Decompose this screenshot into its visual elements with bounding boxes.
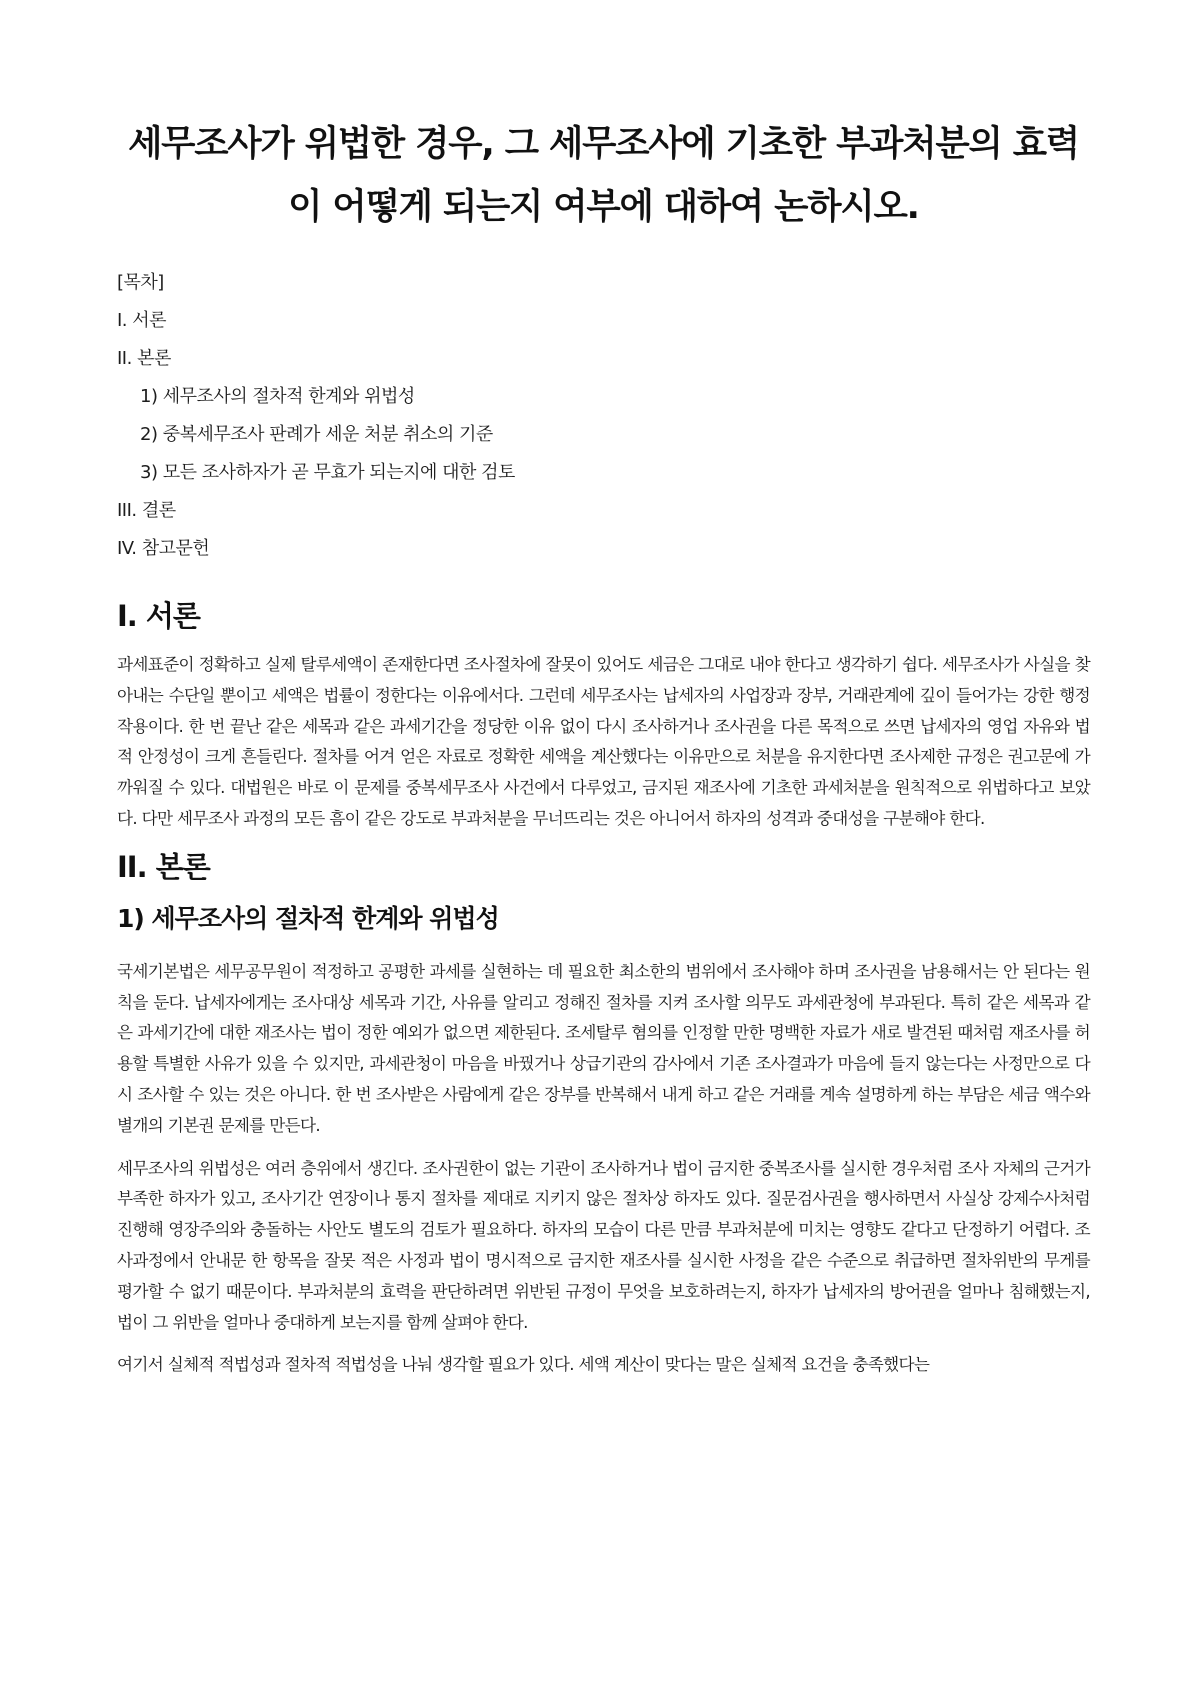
toc-item: I. 서론 [117,310,167,331]
table-of-contents [117,264,1090,568]
toc-heading: [목차] [117,272,164,293]
toc-subitem: 1) 세무조사의 절차적 한계와 위법성 [140,386,415,407]
toc-item: IV. 참고문헌 [117,538,210,559]
toc-item: III. 결론 [117,500,176,521]
body-paragraph: 세무조사의 위법성은 여러 층위에서 생긴다. 조사권한이 없는 기관이 조사하거나 법이 금지한 중복조사를 실시한 경우처럼 조사 자체의 근거가 부족한 하자가 있고, 조사기간 연장이나 통지 절차를 제대로 지키지 않은 절차상 하자도 있다. 질문검사권을 행사하면서 사실상 강제수사처럼 진행해 영장주의와 충돌하는 사안도 별도의 검토가 필요하다. 하자의 모습이 다른 만큼 부과처분에 미치는 영향도 같다고 단정하기 어렵다. 조사과정에서 안내문 한 항목을 잘못 적은 사정과 법이 명시적으로 금지한 재조사를 실시한 사정을 같은 수준으로 취급하면 절차위반의 무게를 평가할 수 없기 때문이다. 부과처분의 효력을 판단하려면 위반된 규정이 무엇을 보호하려는지, 하자가 납세자의 방어권을 얼마나 침해했는지, 법이 그 위반을 얼마나 중대하게 보는지를 함께 살펴야 한다. [117,1158,1090,1332]
toc-subitem: 2) 중복세무조사 판례가 세운 처분 취소의 기준 [140,424,493,445]
section-heading-introduction: I. 서론 [117,599,200,633]
document-title: 세무조사가 위법한 경우, 그 세무조사에 기초한 부과처분의 효력이 어떻게 되는지 여부에 대하여 논하시오. [128,123,1079,227]
subsection-heading-procedural-limits: 1) 세무조사의 절차적 한계와 위법성 [117,903,499,933]
introduction-paragraph: 과세표준이 정확하고 실제 탈루세액이 존재한다면 조사절차에 잘못이 있어도 세금은 그대로 내야 한다고 생각하기 쉽다. 세무조사가 사실을 찾아내는 수단일 뿐이고 세액은 법률이 정한다는 이유에서다. 그런데 세무조사는 납세자의 사업장과 장부, 거래관계에 깊이 들어가는 강한 행정작용이다. 한 번 끝난 같은 세목과 같은 과세기간을 정당한 이유 없이 다시 조사하거나 조사권을 다른 목적으로 쓰면 납세자의 영업 자유와 법적 안정성이 크게 흔들린다. 절차를 어겨 얻은 자료로 정확한 세액을 계산했다는 이유만으로 처분을 유지한다면 조사제한 규정은 권고문에 가까워질 수 있다. 대법원은 바로 이 문제를 중복세무조사 사건에서 다루었고, 금지된 재조사에 기초한 과세처분을 원칙적으로 위법하다고 보았다. 다만 세무조사 과정의 모든 흠이 같은 강도로 부과처분을 무너뜨리는 것은 아니어서 하자의 성격과 중대성을 구분해야 한다. [117,655,1090,828]
toc-subitem: 3) 모든 조사하자가 곧 무효가 되는지에 대한 검토 [140,462,515,483]
body-paragraph: 여기서 실체적 적법성과 절차적 적법성을 나눠 생각할 필요가 있다. 세액 계산이 맞다는 말은 실체적 요건을 충족했다는 [117,1355,930,1375]
section-heading-body: II. 본론 [117,849,210,884]
body-paragraph: 국세기본법은 세무공무원이 적정하고 공평한 과세를 실현하는 데 필요한 최소한의 범위에서 조사해야 하며 조사권을 남용해서는 안 된다는 원칙을 둔다. 납세자에게는 조사대상 세목과 기간, 사유를 알리고 정해진 절차를 지켜 조사할 의무도 과세관청에 부과된다. 특히 같은 세목과 같은 과세기간에 대한 재조사는 법이 정한 예외가 없으면 제한된다. 조세탈루 혐의를 인정할 만한 명백한 자료가 새로 발견된 때처럼 재조사를 허용할 특별한 사유가 있을 수 있지만, 과세관청이 마음을 바꿨거나 상급기관의 감사에서 기존 조사결과가 마음에 들지 않는다는 사정만으로 다시 조사할 수 있는 것은 아니다. 한 번 조사받은 사람에게 같은 장부를 반복해서 내게 하고 같은 거래를 계속 설명하게 하는 부담은 세금 액수와 별개의 기본권 문제를 만든다. [117,961,1090,1135]
toc-item: II. 본론 [117,348,171,369]
